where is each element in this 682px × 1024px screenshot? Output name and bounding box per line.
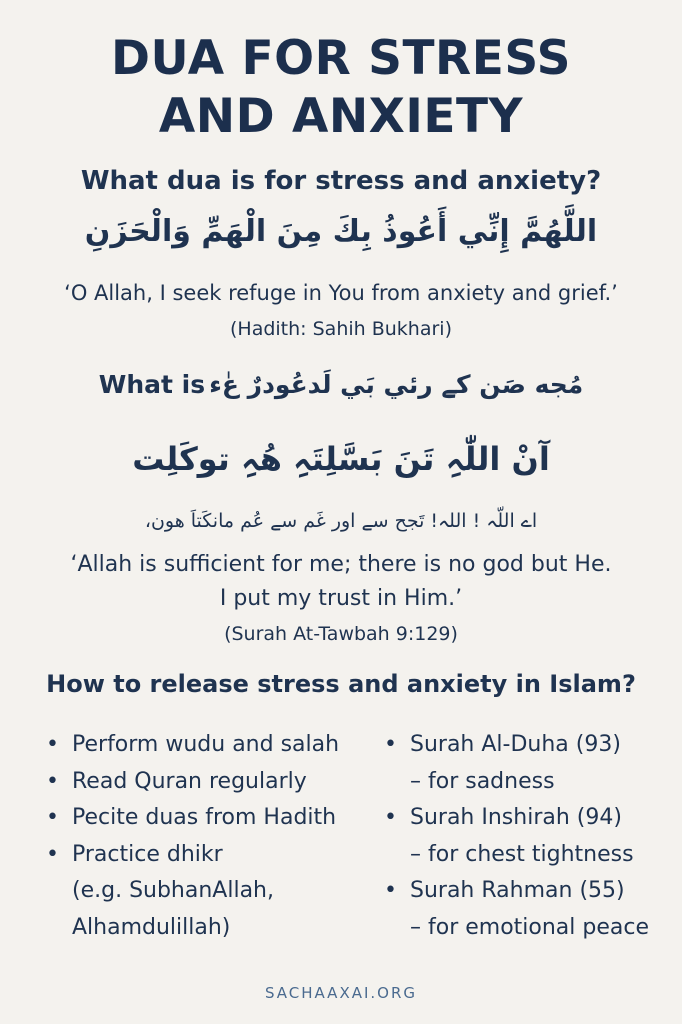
source-1: (Hadith: Sahih Bukhari) bbox=[230, 318, 452, 340]
list-item-line: • Surah Rahman (55) bbox=[410, 878, 625, 903]
page-title bbox=[0, 30, 682, 146]
list-item-line: • Surah Al-Duha (93) bbox=[410, 732, 621, 757]
list-item bbox=[382, 800, 678, 873]
question-heading-2 bbox=[0, 370, 682, 399]
source-2: (Surah At-Tawbah 9:129) bbox=[224, 623, 458, 645]
list-item bbox=[382, 873, 678, 946]
list-item-line: • Perform wudu and salah bbox=[72, 732, 340, 757]
list-item bbox=[44, 837, 374, 947]
translation-2 bbox=[0, 548, 682, 616]
title-line-2: AND ANXIETY bbox=[158, 89, 524, 144]
list-item bbox=[44, 800, 374, 837]
list-item bbox=[44, 764, 374, 801]
arabic-dua-2: آنْ اللّٰہِ تَنَ بَسَّلِتَہِ ھُہِ توکَلِت bbox=[132, 440, 550, 478]
translation-2-line-1: ‘Allah is sufficient for me; there is no god but He. bbox=[70, 552, 612, 577]
list-item-line: – for emotional peace bbox=[410, 914, 650, 940]
question-heading-2-latin: What is bbox=[98, 370, 206, 399]
list-item-line: • Surah Inshirah (94) bbox=[410, 805, 622, 830]
tips-list-right bbox=[382, 727, 678, 946]
translation-2-line-2: I put my trust in Him.’ bbox=[219, 586, 463, 611]
list-item-line: • Read Quran regularly bbox=[72, 768, 307, 794]
list-item-line: (e.g. SubhanAllah, bbox=[72, 878, 274, 903]
tips-list-left bbox=[44, 727, 374, 946]
list-item-line: • Practice dhikr bbox=[72, 841, 223, 867]
list-item bbox=[382, 727, 678, 800]
list-item-line: – for sadness bbox=[410, 768, 555, 794]
footer-site-link[interactable]: SACHAAXAI.ORG bbox=[264, 984, 418, 1002]
question-heading-2-urdu: مُجه صَن کے رئي بَي لَدعُودرٌ عٰء bbox=[209, 370, 584, 399]
list-item bbox=[44, 727, 374, 764]
translation-1: ‘O Allah, I seek refuge in You from anxiety and grief.’ bbox=[64, 281, 618, 305]
list-item-line: • Pecite duas from Hadith bbox=[72, 805, 337, 830]
question-heading-3: How to release stress and anxiety in Islam? bbox=[46, 670, 636, 698]
arabic-dua-1: اللَّهُمَّ إِنِّي أَعُوذُ بِكَ مِنَ الْهَمِّ وَالْحَزَنِ bbox=[84, 214, 598, 249]
list-item-line: Alhamdulillah) bbox=[72, 914, 231, 940]
question-heading-1: What dua is for stress and anxiety? bbox=[80, 166, 602, 196]
title-line-1: DUA FOR STRESS bbox=[111, 31, 571, 86]
urdu-translation: اے اللّہ ! اللہ! تَجح سے اور غَم سے عُم مانکَتاَ هون، bbox=[144, 510, 538, 532]
list-item-line: – for chest tightness bbox=[410, 841, 634, 867]
